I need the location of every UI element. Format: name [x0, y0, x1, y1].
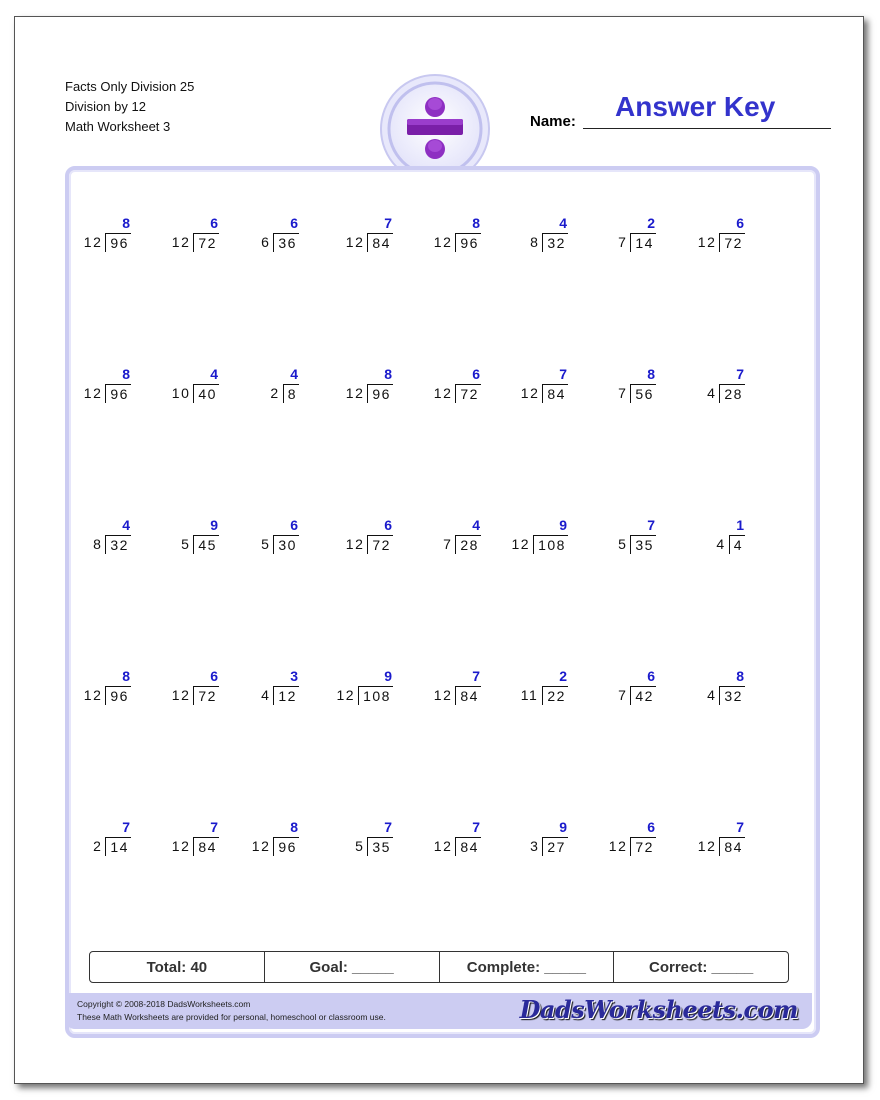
- copyright-block: [77, 998, 386, 1024]
- division-problem: [181, 517, 219, 557]
- dividend: 30: [273, 535, 299, 554]
- quotient-answer: 4: [290, 366, 299, 382]
- quotient-answer: 9: [559, 819, 568, 835]
- division-problem: [434, 215, 481, 255]
- divisor: 12: [433, 838, 453, 854]
- divisor: 12: [433, 234, 453, 250]
- divisor: 12: [345, 234, 365, 250]
- divisor: 12: [697, 234, 717, 250]
- problems-frame: [65, 166, 820, 1038]
- quotient-answer: 6: [210, 668, 219, 684]
- dividend: 72: [193, 686, 219, 705]
- worksheet-page: [14, 16, 864, 1084]
- worksheet-title: Facts Only Division 25: [65, 79, 195, 94]
- dividend: 84: [193, 837, 219, 856]
- quotient-answer: 8: [122, 215, 131, 231]
- division-problem: [618, 517, 656, 557]
- divisor: 2: [93, 838, 103, 854]
- brand-logo: DadsWorksheets.com: [519, 995, 798, 1024]
- quotient-answer: 6: [290, 517, 299, 533]
- divisor: 12: [511, 536, 531, 552]
- dividend: 12: [273, 686, 299, 705]
- dividend: 72: [719, 233, 745, 252]
- divisor: 3: [530, 838, 540, 854]
- division-problem: [346, 517, 393, 557]
- division-problem: [261, 668, 299, 708]
- quotient-answer: 6: [736, 215, 745, 231]
- divisor: 12: [171, 838, 191, 854]
- dividend: 96: [367, 384, 393, 403]
- dividend: 4: [729, 535, 745, 554]
- division-problem: [84, 215, 131, 255]
- quotient-answer: 7: [472, 819, 481, 835]
- division-problem: [270, 366, 299, 406]
- division-problem: [521, 668, 568, 708]
- divisor: 8: [530, 234, 540, 250]
- dividend: 22: [542, 686, 568, 705]
- dividend: 84: [455, 686, 481, 705]
- dividend: 96: [105, 384, 131, 403]
- quotient-answer: 4: [559, 215, 568, 231]
- dividend: 72: [193, 233, 219, 252]
- dividend: 32: [719, 686, 745, 705]
- divisor: 5: [181, 536, 191, 552]
- dividend: 27: [542, 837, 568, 856]
- dividend: 36: [273, 233, 299, 252]
- dividend: 40: [193, 384, 219, 403]
- quotient-answer: 2: [647, 215, 656, 231]
- quotient-answer: 8: [736, 668, 745, 684]
- dividend: 56: [630, 384, 656, 403]
- division-problem: [172, 215, 219, 255]
- division-problem: [355, 819, 393, 859]
- quotient-answer: 1: [736, 517, 745, 533]
- division-problem: [618, 668, 656, 708]
- dividend: 14: [105, 837, 131, 856]
- score-total: Total: 40: [90, 952, 265, 982]
- divisor: 12: [608, 838, 628, 854]
- division-problem: [172, 668, 219, 708]
- divisor: 7: [618, 687, 628, 703]
- quotient-answer: 6: [472, 366, 481, 382]
- name-label: Name:: [530, 113, 576, 130]
- division-problem: [93, 819, 131, 859]
- dividend: 28: [719, 384, 745, 403]
- divisor: 5: [618, 536, 628, 552]
- division-problem: [521, 366, 568, 406]
- dividend: 32: [542, 233, 568, 252]
- division-problem: [434, 366, 481, 406]
- divisor: 4: [716, 536, 726, 552]
- division-problem: [707, 668, 745, 708]
- division-problem: [530, 215, 568, 255]
- quotient-answer: 8: [384, 366, 393, 382]
- quotient-answer: 4: [122, 517, 131, 533]
- division-problem: [261, 215, 299, 255]
- divisor: 12: [345, 536, 365, 552]
- dividend: 96: [105, 233, 131, 252]
- dividend: 84: [719, 837, 745, 856]
- division-problem: [434, 819, 481, 859]
- divisor: 2: [270, 385, 280, 401]
- quotient-answer: 2: [559, 668, 568, 684]
- division-problem: [698, 215, 745, 255]
- quotient-answer: 7: [472, 668, 481, 684]
- divisor: 12: [345, 385, 365, 401]
- quotient-answer: 9: [210, 517, 219, 533]
- dividend: 84: [542, 384, 568, 403]
- quotient-answer: 4: [472, 517, 481, 533]
- quotient-answer: 9: [559, 517, 568, 533]
- quotient-answer: 7: [384, 819, 393, 835]
- dividend: 96: [105, 686, 131, 705]
- dividend: 72: [630, 837, 656, 856]
- dividend: 35: [367, 837, 393, 856]
- divisor: 12: [697, 838, 717, 854]
- dividend: 96: [273, 837, 299, 856]
- division-problem: [512, 517, 569, 557]
- dividend: 8: [283, 384, 299, 403]
- quotient-answer: 6: [210, 215, 219, 231]
- divisor: 12: [171, 687, 191, 703]
- divisor: 12: [520, 385, 540, 401]
- dividend: 108: [533, 535, 568, 554]
- division-problem: [618, 366, 656, 406]
- divisor: 6: [261, 234, 271, 250]
- division-problem: [698, 819, 745, 859]
- quotient-answer: 9: [384, 668, 393, 684]
- division-problem: [261, 517, 299, 557]
- quotient-answer: 3: [290, 668, 299, 684]
- copyright-text: Copyright © 2008-2018 DadsWorksheets.com: [77, 999, 251, 1009]
- dividend: 28: [455, 535, 481, 554]
- divisor: 12: [433, 687, 453, 703]
- quotient-answer: 7: [122, 819, 131, 835]
- quotient-answer: 4: [210, 366, 219, 382]
- dividend: 32: [105, 535, 131, 554]
- quotient-answer: 8: [472, 215, 481, 231]
- quotient-answer: 6: [384, 517, 393, 533]
- divisor: 7: [443, 536, 453, 552]
- divisor: 5: [261, 536, 271, 552]
- quotient-answer: 8: [647, 366, 656, 382]
- division-problem: [346, 215, 393, 255]
- division-problem: [618, 215, 656, 255]
- dividend: 42: [630, 686, 656, 705]
- divisor: 4: [261, 687, 271, 703]
- divisor: 4: [707, 687, 717, 703]
- divisor: 7: [618, 385, 628, 401]
- dividend: 72: [367, 535, 393, 554]
- divisor: 12: [251, 838, 271, 854]
- dividend: 84: [455, 837, 481, 856]
- dividend: 72: [455, 384, 481, 403]
- score-complete: Complete: _____: [440, 952, 615, 982]
- quotient-answer: 6: [647, 819, 656, 835]
- division-problem: [434, 668, 481, 708]
- divisor: 12: [171, 234, 191, 250]
- answer-key-label: Answer Key: [615, 91, 776, 122]
- worksheet-subtitle: Division by 12: [65, 99, 146, 114]
- quotient-answer: 8: [122, 668, 131, 684]
- footer-bar: [65, 993, 812, 1029]
- division-problem: [337, 668, 394, 708]
- division-problem: [84, 366, 131, 406]
- quotient-answer: 8: [290, 819, 299, 835]
- dividend: 84: [367, 233, 393, 252]
- dividend: 14: [630, 233, 656, 252]
- division-problem: [172, 366, 219, 406]
- division-problem: [84, 668, 131, 708]
- worksheet-number: Math Worksheet 3: [65, 119, 171, 134]
- quotient-answer: 7: [736, 366, 745, 382]
- division-problem: [707, 366, 745, 406]
- division-problem: [716, 517, 745, 557]
- division-problem: [252, 819, 299, 859]
- divisor: 4: [707, 385, 717, 401]
- division-problem: [443, 517, 481, 557]
- division-problem: [609, 819, 656, 859]
- divisor: 12: [83, 687, 103, 703]
- division-problem: [93, 517, 131, 557]
- divisor: 12: [83, 385, 103, 401]
- division-problem: [346, 366, 393, 406]
- divisor: 7: [618, 234, 628, 250]
- division-problem: [172, 819, 219, 859]
- divisor: 11: [520, 687, 539, 703]
- division-problem: [530, 819, 568, 859]
- quotient-answer: 7: [647, 517, 656, 533]
- divisor: 5: [355, 838, 365, 854]
- divisor: 12: [433, 385, 453, 401]
- divisor: 10: [171, 385, 191, 401]
- dividend: 108: [358, 686, 393, 705]
- quotient-answer: 8: [122, 366, 131, 382]
- usage-notice: These Math Worksheets are provided for personal, homeschool or classroom use.: [77, 1012, 386, 1022]
- worksheet-title-block: [65, 77, 194, 137]
- quotient-answer: 7: [736, 819, 745, 835]
- quotient-answer: 6: [290, 215, 299, 231]
- divisor: 12: [83, 234, 103, 250]
- score-table: [89, 951, 789, 983]
- quotient-answer: 6: [647, 668, 656, 684]
- score-goal: Goal: _____: [265, 952, 440, 982]
- quotient-answer: 7: [210, 819, 219, 835]
- divisor: 12: [336, 687, 356, 703]
- dividend: 35: [630, 535, 656, 554]
- dividend: 96: [455, 233, 481, 252]
- quotient-answer: 7: [559, 366, 568, 382]
- score-correct: Correct: _____: [649, 958, 754, 976]
- dividend: 45: [193, 535, 219, 554]
- divisor: 8: [93, 536, 103, 552]
- name-line: [583, 128, 831, 129]
- quotient-answer: 7: [384, 215, 393, 231]
